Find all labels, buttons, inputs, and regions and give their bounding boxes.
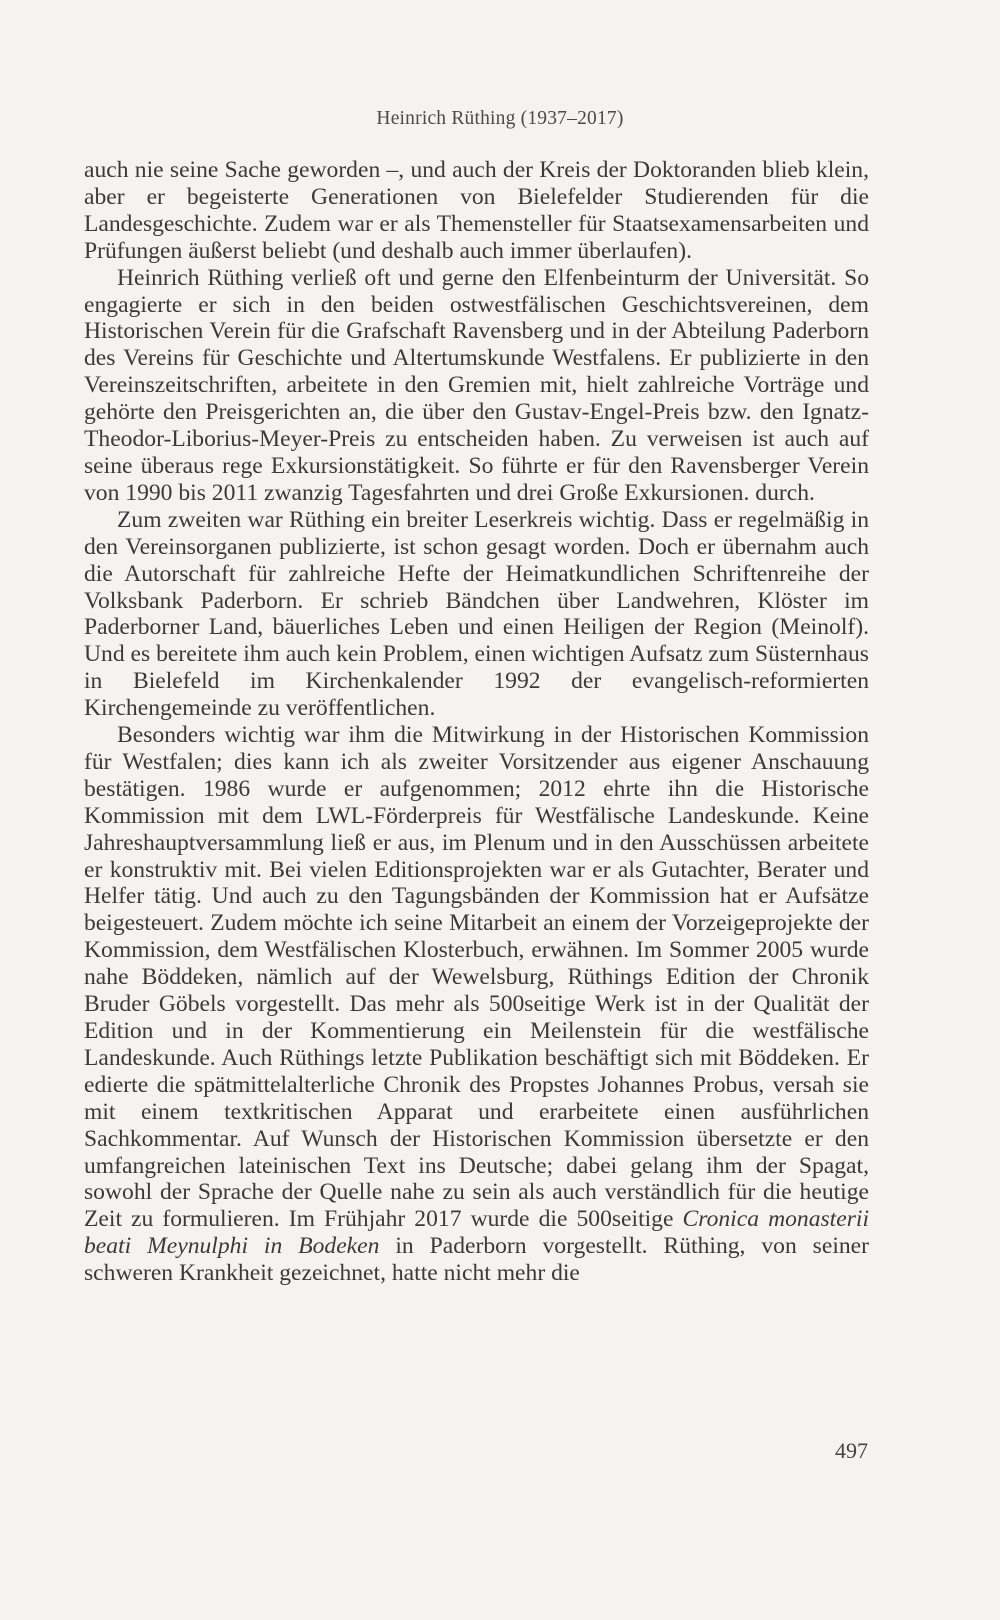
paragraph-4-tail: in Paderborn vorgestellt. Rüthing, von seiner schweren Krankheit gezeichnet, hatte nicht mehr die <box>84 1233 870 1287</box>
page-body <box>84 157 869 1287</box>
work-title-italic: Cronica monasterii beati Meynulphi in Bodeken <box>84 1206 870 1260</box>
paragraph-2: Heinrich Rüthing verließ oft und gerne den Elfenbeinturm der Universität. So engagierte er sich in den beiden ostwestfälischen Geschichtsvereinen, dem Historischen Verein für die Grafschaft Ravensberg und in der Abteilung Paderborn des Vereins für Geschichte und Altertumskunde Westfalens. Er publizierte in den Vereinszeitschriften, arbeitete in den Gremien mit, hielt zahlreiche Vorträge und gehörte den Preisgerichten an, die über den Gustav-Engel-Preis bzw. den Ignatz-Theodor-Liborius-Meyer-Preis zu entscheiden haben. Zu verweisen ist auch auf seine überaus rege Exkursionstätigkeit. So führte er für den Ravensberger Verein von 1990 bis 2011 zwanzig Tagesfahrten und drei Große Exkursionen. durch. <box>84 264 869 506</box>
paragraph-1: auch nie seine Sache geworden –, und auch der Kreis der Doktoranden blieb klein, aber er begeisterte Generationen von Bielefelder Studierenden für die Landesgeschichte. Zudem war er als Themensteller für Staatsexamensarbeiten und Prüfungen äußerst beliebt (und deshalb auch immer überlaufen). <box>84 157 869 264</box>
paragraph-4 <box>84 722 869 1287</box>
paragraph-3: Zum zweiten war Rüthing ein breiter Leserkreis wichtig. Dass er regelmäßig in den Vereinsorganen publizierte, ist schon gesagt worden. Doch er übernahm auch die Autorschaft für zahlreiche Hefte der Heimatkundlichen Schriftenreihe der Volksbank Paderborn. Er schrieb Bändchen über Landwehren, Klöster im Paderborner Land, bäuerliches Leben und einen Heiligen der Region (Meinolf). Und es bereitete ihm auch kein Problem, einen wichtigen Aufsatz zum Süsternhaus in Bielefeld im Kirchenkalender 1992 der evangelisch-reformierten Kirchengemeinde zu veröffentlichen. <box>84 506 869 722</box>
page-number: 497 <box>835 1438 868 1463</box>
paragraph-4-text: Besonders wichtig war ihm die Mitwirkung in der Historischen Kommission für Westfalen; dies kann ich als zweiter Vorsitzender aus eigener Anschauung bestätigen. 1986 wurde er aufgenommen; 2012 ehrte ihn die Historische Kommission mit dem LWL-Förderpreis für Westfälische Landeskunde. Keine Jahreshauptversammlung ließ er aus, im Plenum und in den Ausschüssen arbeitete er konstruktiv mit. Bei vielen Editionsprojekten war er als Gutachter, Berater und Helfer tätig. Und auch zu den Tagungsbänden der Kommission hat er Aufsätze beigesteuert. Zudem möchte ich seine Mitarbeit an einem der Vorzeigeprojekte der Kommission, dem Westfälischen Klosterbuch, erwähnen. Im Sommer 2005 wurde nahe Böddeken, nämlich auf der Wewelsburg, Rüthings Edition der Chronik Bruder Göbels vorgestellt. Das mehr als 500seitige Werk ist in der Qualität der Edition und in der Kommentierung ein Meilenstein für die westfälische Landeskunde. Auch Rüthings letzte Publikation beschäftigt sich mit Böddeken. Er edierte die spätmittelalterliche Chronik des Propstes Johannes Probus, versah sie mit einem textkritischen Apparat und erarbeitete einen ausführlichen Sachkommentar. Auf Wunsch der Historischen Kommission übersetzte er den umfangreichen lateinischen Text ins Deutsche; dabei gelang ihm der Spagat, sowohl der Sprache der Quelle nahe zu sein als auch verständlich für die heutige Zeit zu formulieren. Im Frühjahr 2017 wurde die 500seitige <box>84 722 869 1233</box>
running-header: Heinrich Rüthing (1937–2017) <box>376 108 624 129</box>
